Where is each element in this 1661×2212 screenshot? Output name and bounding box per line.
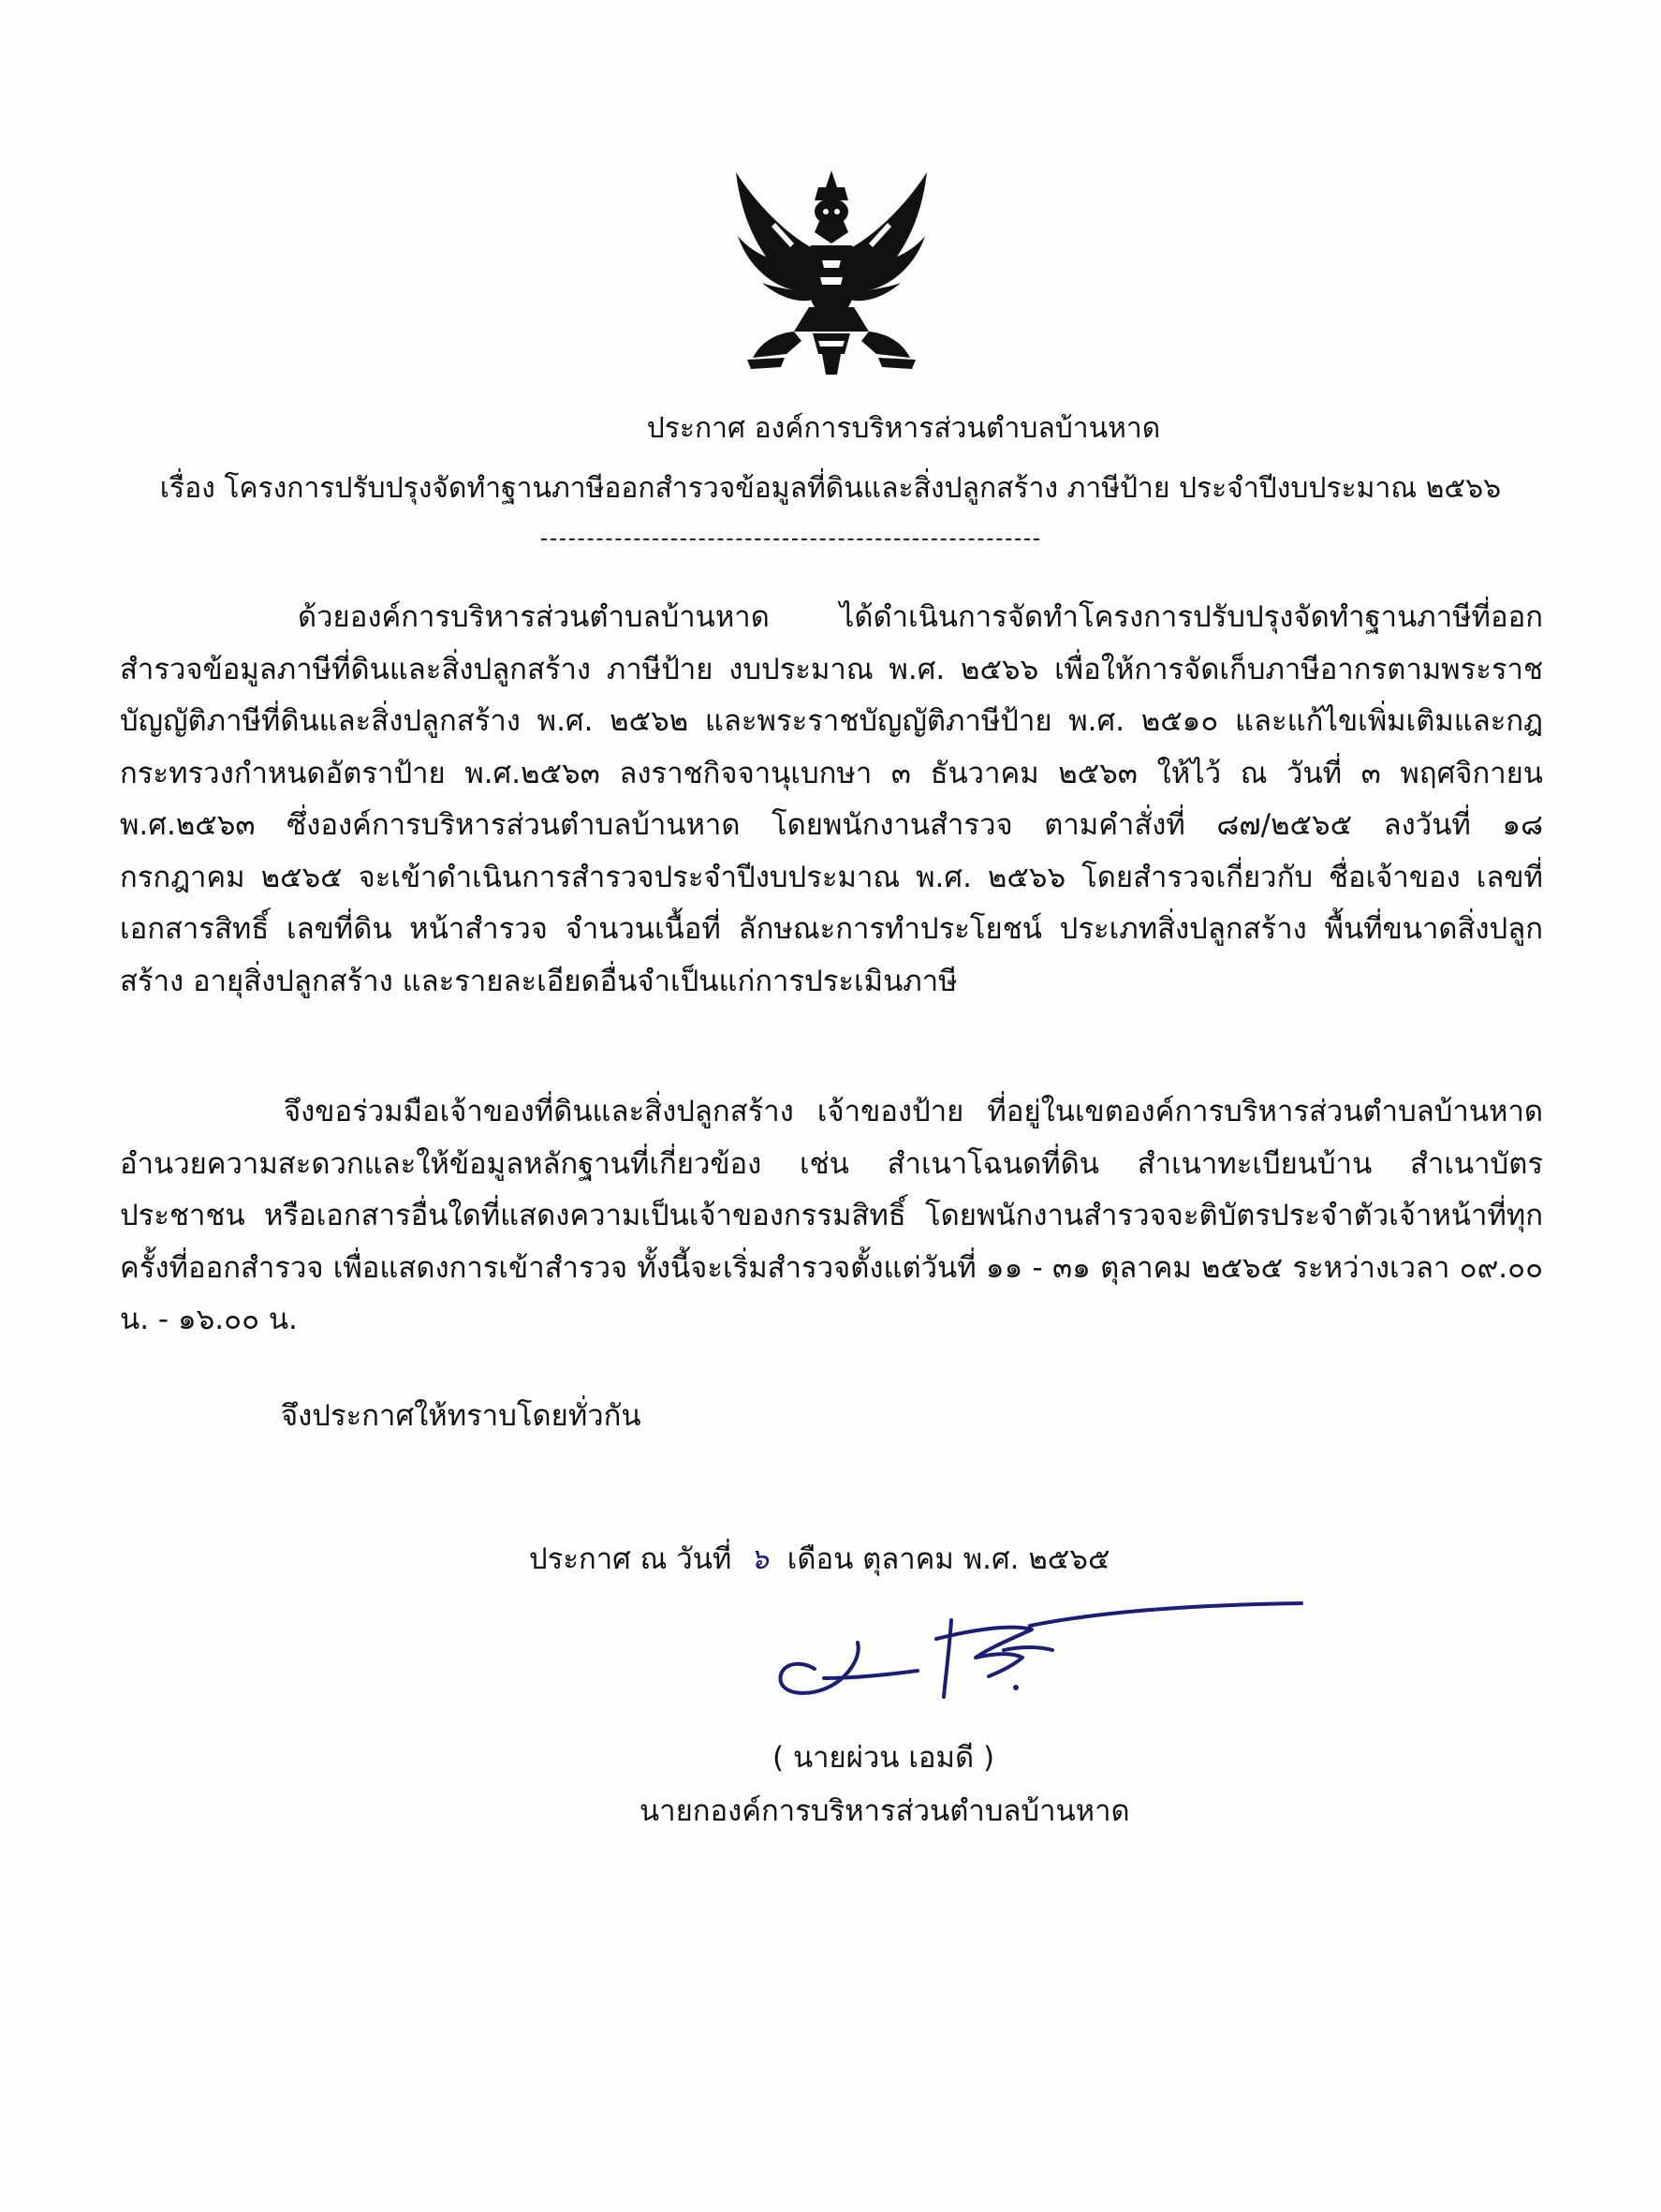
signer-title: นายกองค์การบริหารส่วนตำบลบ้านหาด xyxy=(639,1794,1130,1828)
subject-line: เรื่อง โครงการปรับปรุงจัดทำฐานภาษีออกสำรวจข้อมูลที่ดินและสิ่งปลูกสร้าง ภาษีป้าย ประจำปีงบประมาณ ๒๕๖๖ xyxy=(159,472,1502,505)
announcement-date xyxy=(529,1539,1110,1580)
closing-statement: จึงประกาศให้ทราบโดยทั่วกัน xyxy=(281,1399,641,1433)
handwritten-signature xyxy=(758,1592,1320,1733)
announcement-heading: ประกาศ องค์การบริหารส่วนตำบลบ้านหาด xyxy=(646,412,1161,445)
body-paragraph-2: จึงขอร่วมมือเจ้าของที่ดินและสิ่งปลูกสร้าง เจ้าของป้าย ที่อยู่ในเขตองค์การบริหารส่วนตำบลบ้านหาดอำนวยความสะดวกและให้ข้อมูลหลักฐานที่เกี่ยวข้อง เช่น สำเนาโฉนดที่ดิน สำเนาทะเบียนบ้าน สำเนาบัตรประชาชน หรือเอกสารอื่นใดที่แสดงความเป็นเจ้าของกรรมสิทธิ์ โดยพนักงานสำรวจจะติบัตรประจำตัวเจ้าหน้าที่ทุกครั้งที่ออกสำรวจ เพื่อแสดงการเข้าสำรวจ ทั้งนี้จะเริ่มสำรวจตั้งแต่วันที่ ๑๑ - ๓๑ ตุลาคม ๒๕๖๕ ระหว่างเวลา ๐๙.๐๐ น. - ๑๖.๐๐ น. xyxy=(120,1095,1543,1336)
date-prefix: ประกาศ ณ วันที่ xyxy=(529,1542,732,1576)
body-paragraph-1: ด้วยองค์การบริหารส่วนตำบลบ้านหาด ได้ดำเนินการจัดทำโครงการปรับปรุงจัดทำฐานภาษีที่ออกสำรวจข้อมูลภาษีที่ดินและสิ่งปลูกสร้าง ภาษีป้าย งบประมาณ พ.ศ. ๒๕๖๖ เพื่อให้การจัดเก็บภาษีอากรตามพระราชบัญญัติภาษีที่ดินและสิ่งปลูกสร้าง พ.ศ. ๒๕๖๒ และพระราชบัญญัติภาษีป้าย พ.ศ. ๒๕๑๐ และแก้ไขเพิ่มเติมและกฎกระทรวงกำหนดอัตราป้าย พ.ศ.๒๕๖๓ ลงราชกิจจานุเบกษา ๓ ธันวาคม ๒๕๖๓ ให้ไว้ ณ วันที่ ๓ พฤศจิกายน พ.ศ.๒๕๖๓ ซึ่งองค์การบริหารส่วนตำบลบ้านหาด โดยพนักงานสำรวจ ตามคำสั่งที่ ๘๗/๒๕๖๕ ลงวันที่ ๑๘ กรกฎาคม ๒๕๖๕ จะเข้าดำเนินการสำรวจประจำปีงบประมาณ พ.ศ. ๒๕๖๖ โดยสำรวจเกี่ยวกับ ชื่อเจ้าของ เลขที่เอกสารสิทธิ์ เลขที่ดิน หน้าสำรวจ จำนวนเนื้อที่ ลักษณะการทำประโยชน์ ประเภทสิ่งปลูกสร้าง พื้นที่ขนาดสิ่งปลูกสร้าง อายุสิ่งปลูกสร้าง และรายละเอียดอื่นจำเป็นแก่การประเมินภาษี xyxy=(120,600,1543,998)
divider-line xyxy=(541,538,1039,540)
garuda-emblem-icon xyxy=(728,167,934,377)
signer-name: ( นายผ่วน เอมดี ) xyxy=(772,1741,995,1775)
date-suffix: เดือน ตุลาคม พ.ศ. ๒๕๖๕ xyxy=(786,1542,1110,1576)
date-day-handwritten: ๖ xyxy=(750,1542,769,1576)
